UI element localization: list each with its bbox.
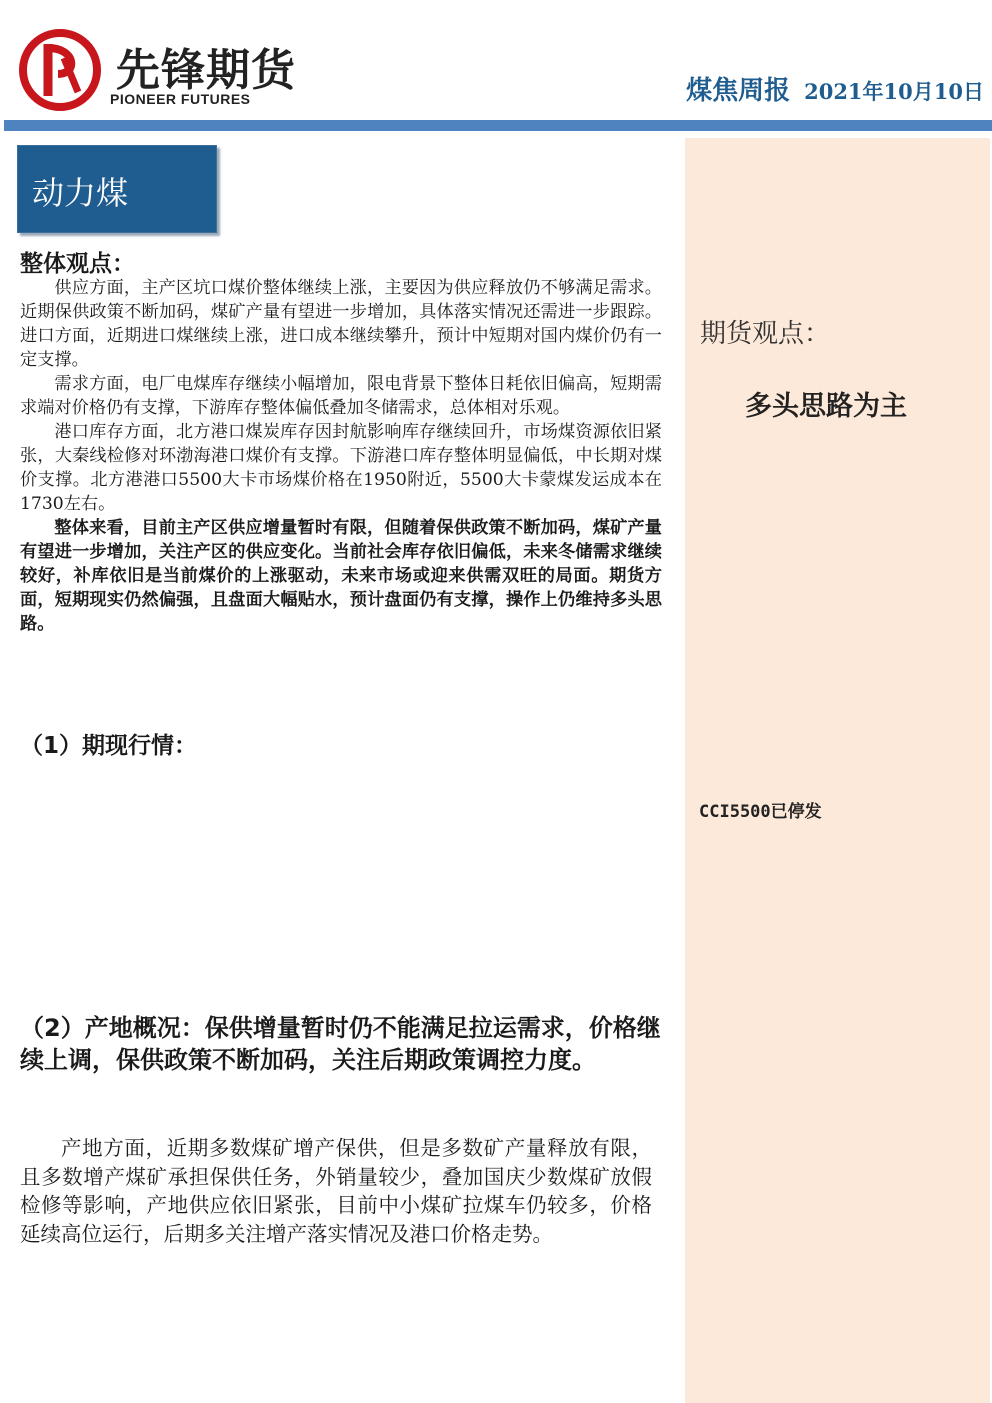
- paragraph-summary: 整体来看，目前主产区供应增量暂时有限，但随着保供政策不断加码，煤矿产量有望进一步增加，关注产区的供应变化。当前社会库存依旧偏低，未来冬储需求继续较好，补库依旧是当前煤价的上涨驱动，未来市场或迎来供需双旺的局面。期货方面，短期现实仍然偏强，且盘面大幅贴水，预计盘面仍有支撑，操作上仍维持多头思路。: [20, 518, 662, 634]
- section-title-box: [17, 145, 217, 233]
- pioneer-logo-icon: [18, 28, 102, 112]
- report-title: 煤焦周报: [686, 76, 791, 106]
- company-logo: [18, 28, 296, 114]
- report-header: [686, 70, 984, 107]
- paragraph-demand: 需求方面，电厂电煤库存继续小幅增加，限电背景下整体日耗依旧偏高，短期需求端对价格仍有支撑，下游库存整体偏低叠加冬储需求，总体相对乐观。: [20, 374, 662, 418]
- section-title: 动力煤: [32, 174, 129, 212]
- sidebar-note: CCI5500已停发: [699, 802, 822, 822]
- report-date: 2021年10月10日: [804, 79, 984, 104]
- header-divider: [4, 120, 992, 131]
- paragraph-supply: 供应方面，主产区坑口煤价整体继续上涨，主要因为供应释放仍不够满足需求。近期保供政策不断加码，煤矿产量有望进一步增加，具体落实情况还需进一步跟踪。进口方面，近期进口煤继续上涨，进口成本继续攀升，预计中短期对国内煤价仍有一定支撑。: [20, 278, 662, 370]
- origin-heading: （2）产地概况：保供增量暂时仍不能满足拉运需求，价格继续上调，保供政策不断加码，关注后期政策调控力度。: [20, 1014, 661, 1074]
- sidebar-label: 期货观点：: [700, 319, 831, 349]
- origin-paragraph: 产地方面，近期多数煤矿增产保供，但是多数矿产量释放有限，且多数增产煤矿承担保供任务，外销量较少，叠加国庆少数煤矿放假检修等影响，产地供应依旧紧张，目前中小煤矿拉煤车仍较多，价格延续高位运行，后期多关注增产落实情况及港口价格走势。: [20, 1136, 652, 1246]
- overall-heading: 整体观点：: [20, 251, 135, 277]
- market-heading: （1）期现行情：: [20, 733, 198, 759]
- brand-name-cn: 先锋期货: [116, 45, 296, 96]
- brand-name-en: PIONEER FUTURES: [110, 91, 251, 107]
- paragraph-port-inventory: 港口库存方面，北方港口煤炭库存因封航影响库存继续回升，市场煤资源依旧紧张，大秦线检修对环渤海港口煤价有支撑。下游港口库存整体明显偏低，中长期对煤价支撑。北方港港口5500大卡市场煤价格在1950附近，5500大卡蒙煤发运成本在1730左右。: [20, 422, 662, 514]
- overall-body: [20, 276, 662, 636]
- sidebar-view: 多头思路为主: [745, 391, 907, 422]
